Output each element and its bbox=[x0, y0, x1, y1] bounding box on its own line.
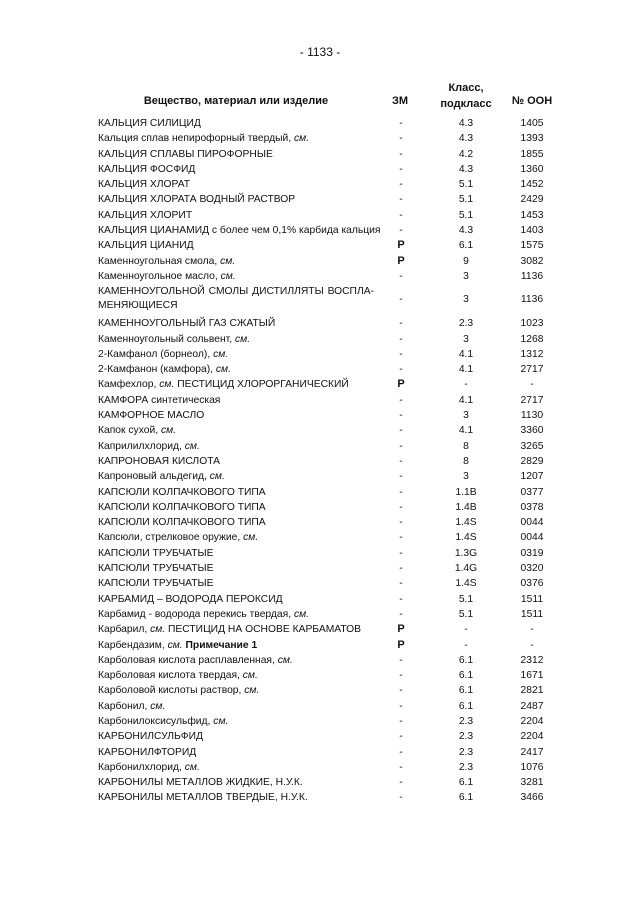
cell-class: 3 bbox=[463, 270, 469, 282]
see-reference: см. bbox=[242, 670, 258, 682]
substance-name-text: Каменноугольный сольвент, bbox=[98, 333, 233, 345]
substance-name bbox=[98, 485, 374, 500]
column-header-class-line1: Класс, bbox=[448, 82, 484, 94]
cell-3m: - bbox=[399, 593, 403, 605]
cell-3m: Р bbox=[397, 623, 405, 636]
cell-un-number: 2821 bbox=[520, 685, 544, 697]
cell-un-number: 2417 bbox=[520, 746, 544, 758]
cell-class: 3 bbox=[463, 333, 469, 345]
cell-3m: - bbox=[399, 532, 403, 544]
cell-un-number: 0044 bbox=[520, 517, 544, 529]
substance-name bbox=[98, 699, 374, 714]
see-reference: см. bbox=[167, 639, 183, 651]
substance-name bbox=[98, 439, 374, 454]
column-header-class bbox=[426, 80, 506, 112]
substance-name bbox=[98, 515, 374, 530]
table-row bbox=[96, 745, 576, 760]
substance-name-text: КАРБОНИЛФТОРИД bbox=[98, 746, 197, 758]
cell-un-number: 3265 bbox=[520, 440, 544, 452]
cell-un-number: 1076 bbox=[520, 761, 544, 773]
cell-un-number: 2829 bbox=[520, 455, 544, 467]
see-reference: см. bbox=[184, 440, 200, 452]
table-row bbox=[96, 362, 576, 377]
cell-3m: - bbox=[399, 715, 403, 727]
table-row bbox=[96, 131, 576, 146]
cell-un-number: 2717 bbox=[520, 394, 544, 406]
cell-un-number: 1207 bbox=[520, 471, 544, 483]
table-row bbox=[96, 377, 576, 392]
cell-3m: - bbox=[399, 685, 403, 697]
substance-name bbox=[98, 790, 374, 805]
substance-name bbox=[98, 714, 374, 729]
substance-name-text: КАЛЬЦИЯ ЦИАНИД bbox=[98, 240, 194, 252]
cell-3m: - bbox=[399, 410, 403, 422]
table-row bbox=[96, 393, 576, 408]
table-row bbox=[96, 269, 576, 284]
see-reference: см. bbox=[150, 700, 166, 712]
table-row bbox=[96, 147, 576, 162]
page-number: - 1133 - bbox=[299, 45, 341, 59]
see-reference: см. bbox=[184, 761, 200, 773]
cell-un-number: 3281 bbox=[520, 777, 544, 789]
substance-name bbox=[98, 316, 374, 331]
cell-class: 1.1B bbox=[455, 486, 477, 498]
cell-3m: - bbox=[399, 608, 403, 620]
table-row bbox=[96, 116, 576, 131]
table-row bbox=[96, 316, 576, 331]
cell-3m: - bbox=[399, 486, 403, 498]
cell-un-number: - bbox=[530, 639, 534, 651]
table-header bbox=[96, 80, 576, 114]
cell-un-number: 1393 bbox=[520, 133, 544, 145]
see-reference: см. bbox=[244, 685, 260, 697]
cell-3m: - bbox=[399, 209, 403, 221]
cell-class: 4.1 bbox=[458, 425, 474, 437]
substance-name-text: КАМЕННОУГОЛЬНОЙ СМОЛЫ ДИСТИЛЛЯТЫ ВОСПЛА-МЕНЯЮЩИЕСЯ bbox=[98, 286, 374, 312]
cell-3m: - bbox=[399, 777, 403, 789]
substance-name bbox=[98, 760, 374, 775]
table-row bbox=[96, 347, 576, 362]
cell-un-number: 1312 bbox=[520, 348, 544, 360]
cell-class: 3 bbox=[463, 471, 469, 483]
cell-class: 2.3 bbox=[458, 731, 474, 743]
cell-class: 5.1 bbox=[458, 593, 474, 605]
cell-un-number: 1136 bbox=[520, 294, 544, 306]
table-row bbox=[96, 192, 576, 207]
cell-class: 8 bbox=[463, 455, 469, 467]
reference-target: ПЕСТИЦИД НА ОСНОВЕ КАРБАМАТОВ bbox=[168, 624, 362, 636]
cell-class: 3 bbox=[463, 410, 469, 422]
table-row bbox=[96, 208, 576, 223]
cell-3m: - bbox=[399, 294, 403, 306]
cell-class: 6.1 bbox=[458, 654, 474, 666]
substance-name bbox=[98, 208, 374, 223]
substance-name-text: Камфехлор, bbox=[98, 379, 157, 391]
cell-un-number: 1511 bbox=[520, 608, 544, 620]
cell-3m: - bbox=[399, 163, 403, 175]
substance-name bbox=[98, 454, 374, 469]
substance-name bbox=[98, 469, 374, 484]
substance-name bbox=[98, 729, 374, 744]
table-row bbox=[96, 668, 576, 683]
cell-un-number: 1360 bbox=[520, 163, 544, 175]
cell-3m: - bbox=[399, 746, 403, 758]
cell-un-number: 2429 bbox=[520, 194, 544, 206]
substance-name-text: Карболовая кислота расплавленная, bbox=[98, 654, 275, 666]
substance-name bbox=[98, 668, 374, 683]
substance-name bbox=[98, 162, 374, 177]
cell-3m: - bbox=[399, 364, 403, 376]
substance-name-text: Каменноугольное масло, bbox=[98, 270, 218, 282]
cell-un-number: 3360 bbox=[520, 425, 544, 437]
see-reference: см. bbox=[213, 715, 229, 727]
substance-name bbox=[98, 347, 374, 362]
substance-name-text: Карболовой кислоты раствор, bbox=[98, 685, 242, 697]
substance-name bbox=[98, 131, 374, 146]
substance-name-text: Карбамид - водорода перекись твердая, bbox=[98, 608, 292, 620]
cell-3m: - bbox=[399, 348, 403, 360]
substance-name bbox=[98, 653, 374, 668]
cell-3m: - bbox=[399, 318, 403, 330]
cell-3m: - bbox=[399, 225, 403, 237]
table-row bbox=[96, 638, 576, 653]
substance-name bbox=[98, 223, 381, 238]
cell-class: 9 bbox=[463, 255, 469, 267]
cell-un-number: 0319 bbox=[520, 547, 544, 559]
cell-class: 5.1 bbox=[458, 608, 474, 620]
substance-name bbox=[98, 254, 374, 269]
cell-3m: Р bbox=[397, 239, 405, 252]
substance-name-text: КАПРОНОВАЯ КИСЛОТА bbox=[98, 455, 221, 467]
cell-un-number: 1575 bbox=[520, 240, 544, 252]
cell-3m: - bbox=[399, 731, 403, 743]
cell-3m: - bbox=[399, 517, 403, 529]
substance-name-text: КАЛЬЦИЯ ХЛОРАТА ВОДНЫЙ РАСТВОР bbox=[98, 194, 296, 206]
cell-class: 4.3 bbox=[458, 133, 474, 145]
cell-3m: - bbox=[399, 179, 403, 191]
cell-class: 6.1 bbox=[458, 685, 474, 697]
substance-name bbox=[98, 362, 374, 377]
see-reference: см. bbox=[277, 654, 293, 666]
table-row bbox=[96, 775, 576, 790]
cell-class: - bbox=[464, 379, 468, 391]
cell-un-number: 2487 bbox=[520, 700, 544, 712]
substance-name-text: Каприлилхлорид, bbox=[98, 440, 182, 452]
cell-un-number: 0320 bbox=[520, 563, 544, 575]
cell-3m: - bbox=[399, 148, 403, 160]
table-row bbox=[96, 653, 576, 668]
see-reference: см. bbox=[243, 532, 259, 544]
table-row bbox=[96, 500, 576, 515]
substance-name-text: 2-Камфанон (камфора), bbox=[98, 364, 214, 376]
substance-name-text: КАЛЬЦИЯ СИЛИЦИД bbox=[98, 118, 201, 129]
substance-name bbox=[98, 408, 374, 423]
table-row bbox=[96, 576, 576, 591]
substance-name-text: Кальция сплав непирофорный твердый, bbox=[98, 133, 292, 145]
see-reference: см. bbox=[150, 624, 166, 636]
cell-class: 5.1 bbox=[458, 179, 474, 191]
cell-class: 4.3 bbox=[458, 225, 474, 237]
substance-name bbox=[98, 377, 374, 392]
cell-class: 6.1 bbox=[458, 792, 474, 804]
substance-name-text: КАЛЬЦИЯ ХЛОРАТ bbox=[98, 179, 191, 191]
substance-name bbox=[98, 238, 374, 253]
see-reference: см. bbox=[160, 425, 177, 437]
table-row bbox=[96, 530, 576, 545]
substance-name-text: Каменноугольная смола, bbox=[98, 255, 218, 267]
cell-un-number: 3082 bbox=[520, 255, 544, 267]
column-header-un-number: № ООН bbox=[511, 95, 553, 107]
cell-3m: Р bbox=[397, 254, 405, 267]
cell-3m: - bbox=[399, 670, 403, 682]
cell-un-number: 1023 bbox=[520, 318, 544, 330]
substance-name bbox=[98, 177, 374, 192]
column-header-substance: Вещество, материал или изделие bbox=[143, 95, 329, 107]
cell-class: 8 bbox=[463, 440, 469, 452]
cell-un-number: 0377 bbox=[520, 486, 544, 498]
substance-name-text: КАПСЮЛИ КОЛПАЧКОВОГО ТИПА bbox=[98, 517, 266, 529]
cell-3m: - bbox=[399, 133, 403, 145]
cell-3m: - bbox=[399, 547, 403, 559]
cell-3m: - bbox=[399, 270, 403, 282]
cell-un-number: 0044 bbox=[520, 532, 544, 544]
cell-class: - bbox=[464, 639, 468, 651]
substance-name-text: Карбонилхлорид, bbox=[98, 761, 182, 773]
substance-name bbox=[98, 500, 374, 515]
table-row bbox=[96, 238, 576, 253]
substance-name bbox=[98, 683, 374, 698]
cell-3m: - bbox=[399, 654, 403, 666]
substance-name bbox=[98, 393, 374, 408]
substance-name bbox=[98, 622, 374, 637]
cell-class: 4.2 bbox=[458, 148, 474, 160]
cell-3m: - bbox=[399, 394, 403, 406]
cell-class: - bbox=[464, 624, 468, 636]
substance-name bbox=[98, 745, 374, 760]
table-row bbox=[96, 699, 576, 714]
table-row bbox=[96, 485, 576, 500]
cell-un-number: 1136 bbox=[520, 270, 544, 282]
cell-3m: - bbox=[399, 700, 403, 712]
see-reference: см. bbox=[213, 348, 229, 360]
substance-name bbox=[98, 638, 374, 653]
cell-class: 2.3 bbox=[458, 761, 474, 773]
substance-name bbox=[98, 576, 374, 591]
substance-name bbox=[98, 775, 374, 790]
substance-name-text: Карбонил, bbox=[98, 700, 148, 712]
table-row bbox=[96, 622, 576, 637]
substance-name-text: КАПСЮЛИ ТРУБЧАТЫЕ bbox=[98, 563, 214, 575]
see-reference: см. bbox=[209, 471, 225, 483]
substance-name bbox=[98, 530, 374, 545]
cell-3m: Р bbox=[397, 378, 405, 391]
cell-3m: - bbox=[399, 455, 403, 467]
table-row bbox=[96, 223, 576, 238]
substance-name-text: Капсюли, стрелковое оружие, bbox=[98, 532, 241, 544]
cell-class: 1.4S bbox=[455, 532, 477, 544]
substance-name-text: Капок сухой, bbox=[98, 425, 159, 437]
cell-un-number: - bbox=[530, 624, 534, 636]
table-body bbox=[96, 116, 576, 806]
cell-class: 4.1 bbox=[458, 348, 474, 360]
cell-un-number: 1855 bbox=[520, 148, 544, 160]
cell-3m: - bbox=[399, 761, 403, 773]
cell-3m: - bbox=[399, 194, 403, 206]
table-row bbox=[96, 592, 576, 607]
table-row bbox=[96, 332, 576, 347]
table-row bbox=[96, 284, 576, 316]
substance-name-text: КАЛЬЦИЯ ЦИАНАМИД с более чем 0,1% карбида кальция bbox=[98, 225, 381, 237]
cell-un-number: 3466 bbox=[520, 792, 544, 804]
cell-un-number: 1268 bbox=[520, 333, 544, 345]
cell-un-number: 2204 bbox=[520, 715, 544, 727]
cell-class: 1.4G bbox=[454, 563, 478, 575]
table-row bbox=[96, 790, 576, 805]
table-row bbox=[96, 760, 576, 775]
substance-name-text: КАРБОНИЛЫ МЕТАЛЛОВ ТВЕРДЫЕ, Н.У.К. bbox=[98, 792, 308, 804]
cell-3m: - bbox=[399, 333, 403, 345]
cell-3m: - bbox=[399, 118, 403, 129]
substance-name-text: КАПСЮЛИ КОЛПАЧКОВОГО ТИПА bbox=[98, 486, 266, 498]
substance-name bbox=[98, 546, 374, 561]
substance-name bbox=[98, 285, 374, 313]
substance-name-text: КАРБАМИД – ВОДОРОДА ПЕРОКСИД bbox=[98, 593, 283, 605]
table-row bbox=[96, 607, 576, 622]
cell-un-number: 1511 bbox=[520, 593, 544, 605]
table-row bbox=[96, 177, 576, 192]
cell-3m: - bbox=[399, 792, 403, 804]
cell-un-number: 1403 bbox=[520, 225, 544, 237]
table-row bbox=[96, 254, 576, 269]
cell-class: 6.1 bbox=[458, 700, 474, 712]
see-reference: см. bbox=[234, 333, 251, 345]
cell-class: 1.4B bbox=[455, 501, 477, 513]
substance-name-text: КАЛЬЦИЯ ХЛОРИТ bbox=[98, 209, 193, 221]
column-header-class-line2: подкласс bbox=[440, 98, 492, 110]
substance-name-text: КАРБОНИЛСУЛЬФИД bbox=[98, 731, 203, 743]
cell-un-number: 1130 bbox=[520, 410, 544, 422]
table-row bbox=[96, 408, 576, 423]
substance-name-text: 2-Камфанол (борнеол), bbox=[98, 348, 211, 360]
substance-name bbox=[98, 147, 374, 162]
table-row bbox=[96, 714, 576, 729]
substance-name bbox=[98, 592, 374, 607]
table-row bbox=[96, 454, 576, 469]
substance-name-text: КАПСЮЛИ ТРУБЧАТЫЕ bbox=[98, 578, 214, 590]
cell-class: 4.3 bbox=[458, 163, 474, 175]
substance-name bbox=[98, 561, 374, 576]
substance-name-text: Карбендазим, bbox=[98, 639, 165, 651]
cell-class: 2.3 bbox=[458, 715, 474, 727]
substance-name-text: КАПСЮЛИ КОЛПАЧКОВОГО ТИПА bbox=[98, 501, 266, 513]
cell-class: 5.1 bbox=[458, 209, 474, 221]
table-row bbox=[96, 162, 576, 177]
reference-target: ПЕСТИЦИД ХЛОРОРГАНИЧЕСКИЙ bbox=[177, 379, 349, 391]
substance-name bbox=[98, 607, 374, 622]
substance-name bbox=[98, 269, 374, 284]
see-reference: см. bbox=[220, 270, 236, 282]
see-reference: см. bbox=[215, 364, 231, 376]
cell-class: 4.1 bbox=[458, 364, 474, 376]
cell-class: 1.4S bbox=[455, 517, 477, 529]
table-row bbox=[96, 439, 576, 454]
substance-name-text: КАЛЬЦИЯ ФОСФИД bbox=[98, 163, 196, 175]
cell-un-number: 2312 bbox=[520, 654, 544, 666]
table-row bbox=[96, 423, 576, 438]
see-reference: см. bbox=[159, 379, 175, 391]
cell-un-number: 1671 bbox=[520, 670, 544, 682]
table-row bbox=[96, 546, 576, 561]
note-reference: Примечание 1 bbox=[185, 639, 258, 651]
substance-name-text: Карбарил, bbox=[98, 624, 148, 636]
cell-3m: - bbox=[399, 440, 403, 452]
cell-3m: - bbox=[399, 425, 403, 437]
cell-class: 2.3 bbox=[458, 746, 474, 758]
cell-un-number: 1405 bbox=[520, 118, 544, 129]
cell-un-number: 2717 bbox=[520, 364, 544, 376]
substance-name-text: КАМФОРА синтетическая bbox=[98, 394, 221, 406]
cell-class: 6.1 bbox=[458, 670, 474, 682]
cell-3m: Р bbox=[397, 638, 405, 651]
substance-name-text: КАЛЬЦИЯ СПЛАВЫ ПИРОФОРНЫЕ bbox=[98, 148, 273, 160]
substance-name-text: КАРБОНИЛЫ МЕТАЛЛОВ ЖИДКИЕ, Н.У.К. bbox=[98, 777, 303, 789]
substance-name-text: Карболовая кислота твердая, bbox=[98, 670, 240, 682]
cell-un-number: 1452 bbox=[520, 179, 544, 191]
cell-class: 6.1 bbox=[458, 777, 474, 789]
cell-class: 1.4S bbox=[455, 578, 477, 590]
substance-name-text: Капроновый альдегид, bbox=[98, 471, 207, 483]
table-row bbox=[96, 469, 576, 484]
cell-un-number: - bbox=[530, 379, 534, 391]
cell-class: 4.3 bbox=[458, 118, 474, 129]
table-row bbox=[96, 683, 576, 698]
table-row bbox=[96, 515, 576, 530]
see-reference: см. bbox=[293, 133, 310, 145]
substance-name-text: КАМЕННОУГОЛЬНЫЙ ГАЗ СЖАТЫЙ bbox=[98, 318, 276, 330]
substance-name-text: Карбонилоксисульфид, bbox=[98, 715, 211, 727]
cell-un-number: 2204 bbox=[520, 731, 544, 743]
substance-name bbox=[98, 423, 374, 438]
substance-name-text: КАМФОРНОЕ МАСЛО bbox=[98, 410, 205, 422]
cell-3m: - bbox=[399, 563, 403, 575]
substance-name-text: КАПСЮЛИ ТРУБЧАТЫЕ bbox=[98, 547, 214, 559]
see-reference: см. bbox=[293, 608, 310, 620]
table-row bbox=[96, 561, 576, 576]
cell-class: 1.3G bbox=[454, 547, 478, 559]
cell-un-number: 0376 bbox=[520, 578, 544, 590]
cell-class: 6.1 bbox=[458, 240, 474, 252]
cell-3m: - bbox=[399, 501, 403, 513]
column-header-3m: ЗМ bbox=[391, 95, 409, 107]
see-reference: см. bbox=[220, 255, 236, 267]
cell-class: 5.1 bbox=[458, 194, 474, 206]
substance-name bbox=[98, 116, 374, 131]
cell-class: 4.1 bbox=[458, 394, 474, 406]
cell-class: 2.3 bbox=[458, 318, 474, 330]
table-row bbox=[96, 729, 576, 744]
substance-name bbox=[98, 192, 374, 207]
cell-un-number: 0378 bbox=[520, 501, 544, 513]
cell-3m: - bbox=[399, 578, 403, 590]
cell-un-number: 1453 bbox=[520, 209, 544, 221]
cell-3m: - bbox=[399, 471, 403, 483]
cell-class: 3 bbox=[463, 294, 469, 306]
substance-name bbox=[98, 332, 374, 347]
